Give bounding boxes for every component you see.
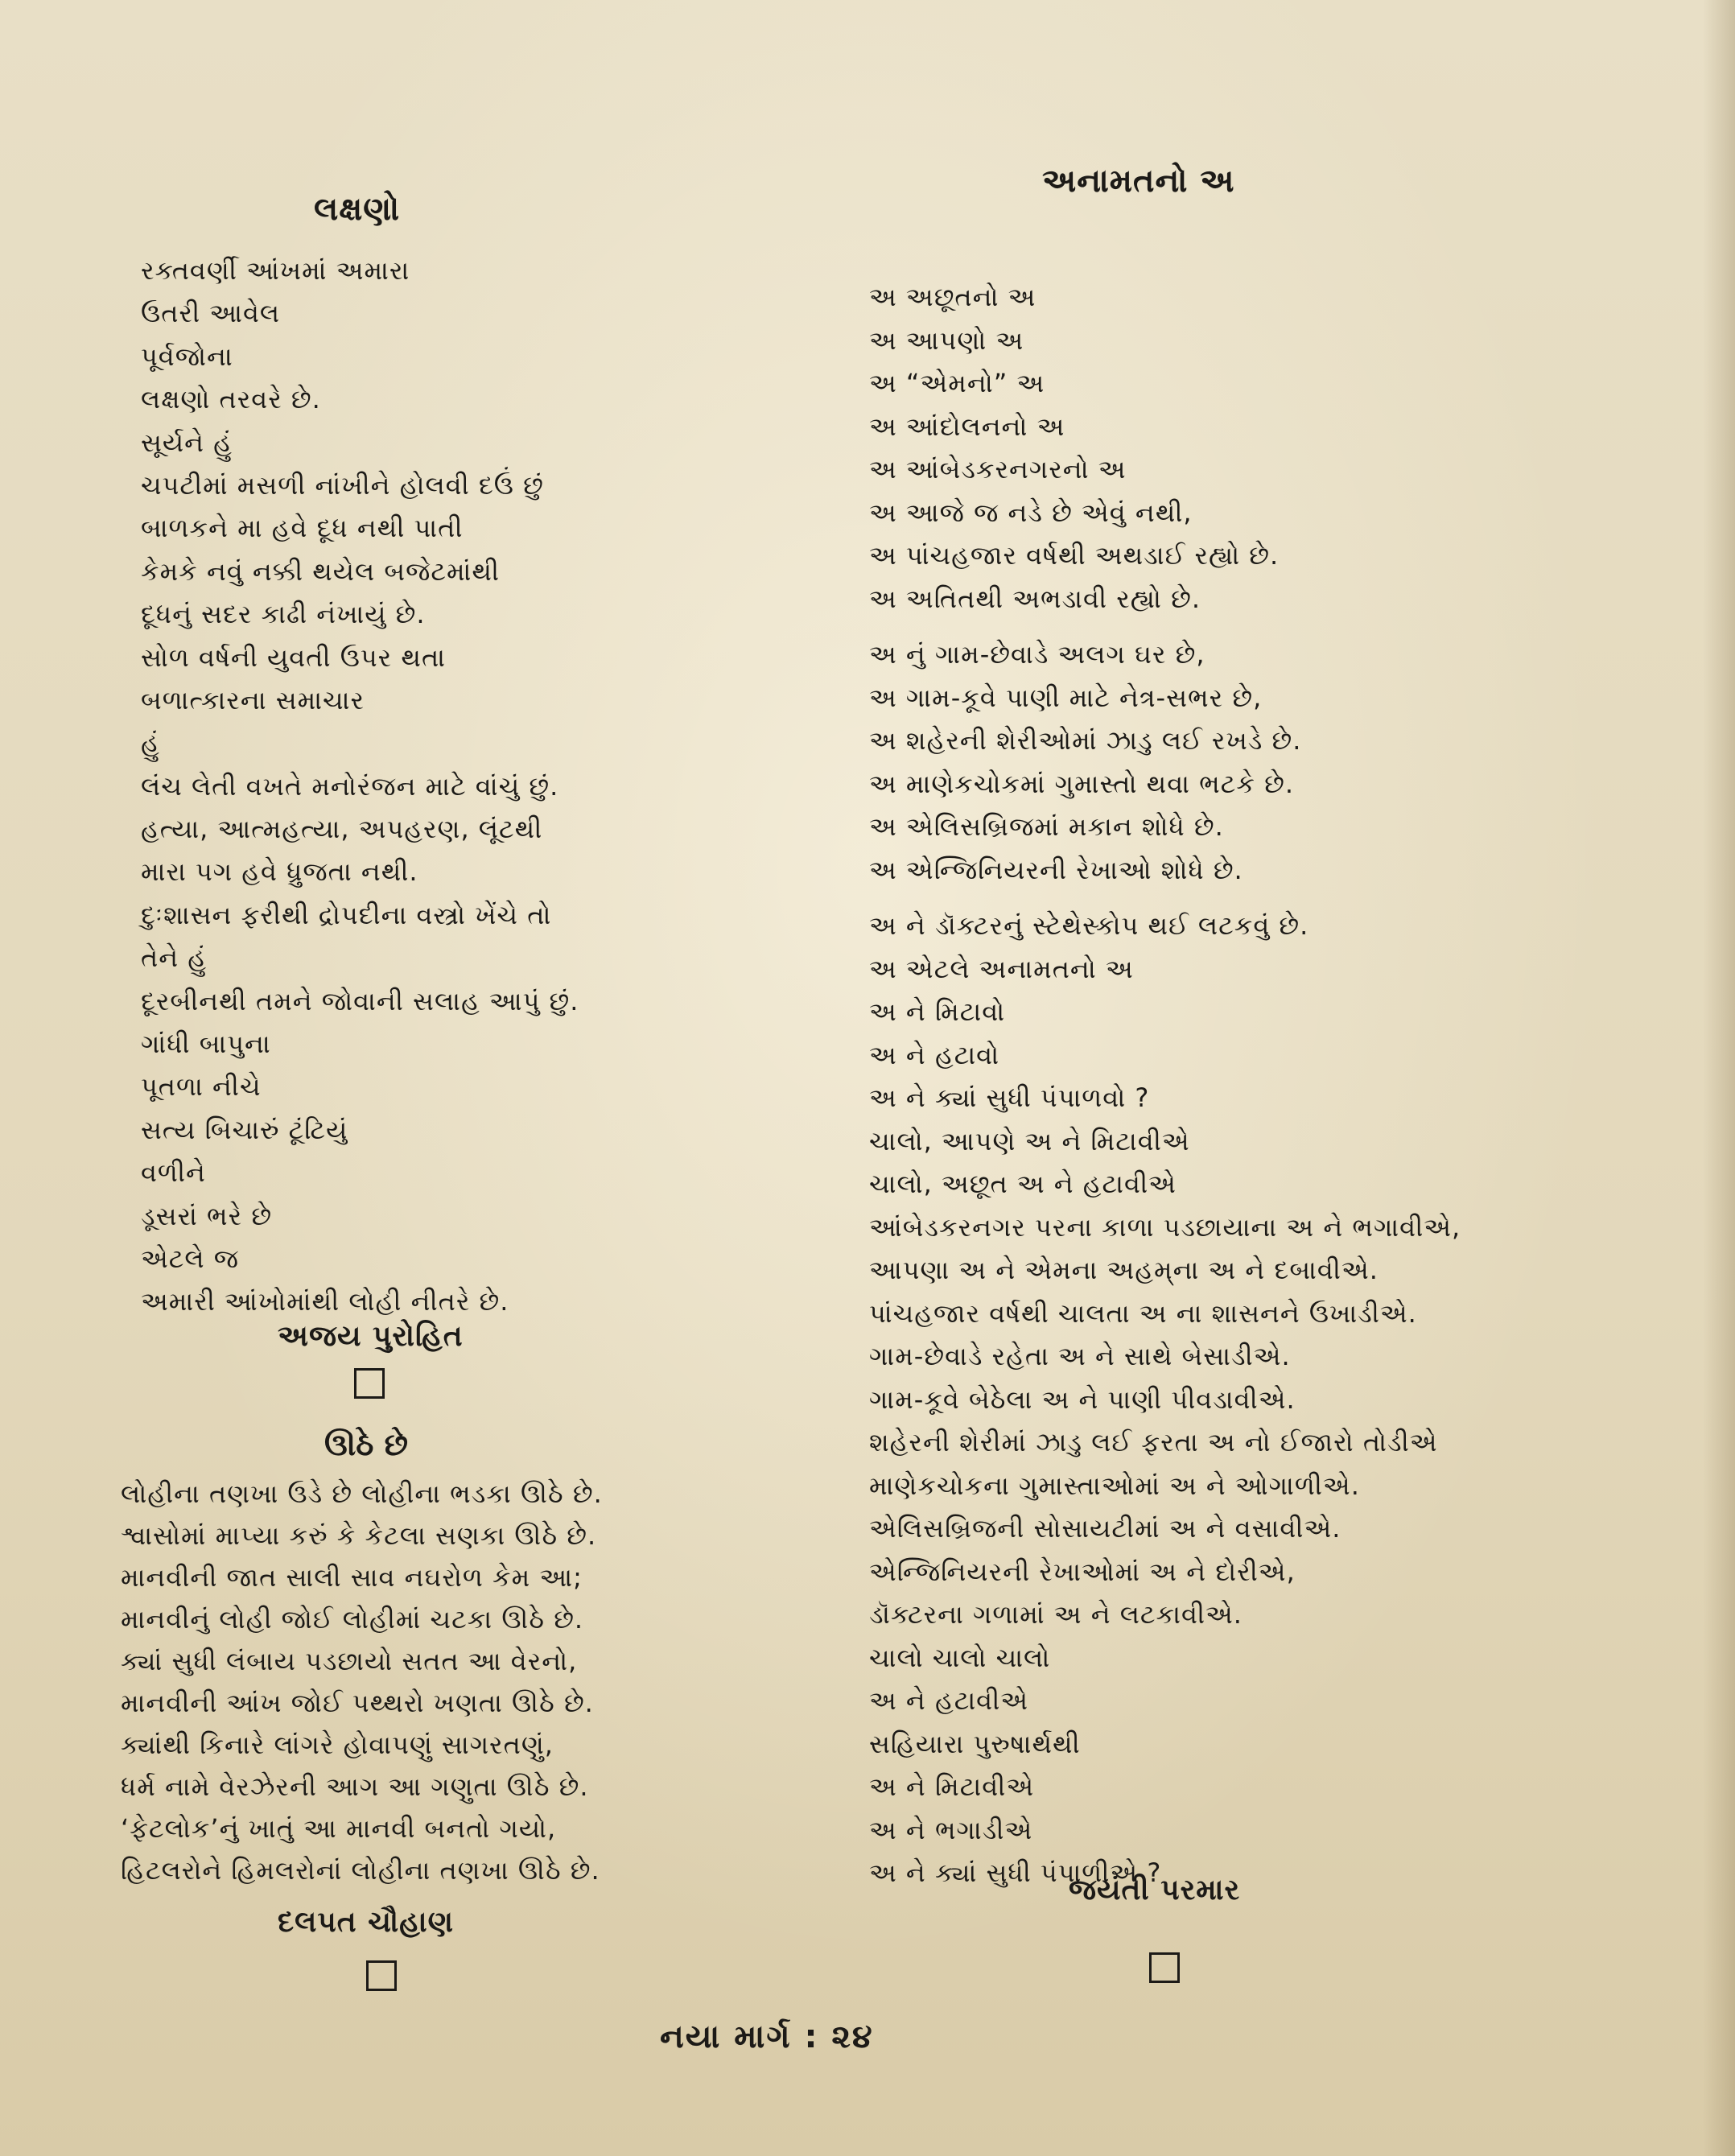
poem-line: વળીને	[141, 1157, 206, 1189]
poem-line: ચપટીમાં મસળી નાંખીને હોલવી દઉં છું	[141, 469, 544, 501]
poem-line: સોળ વર્ષની યુવતી ઉપર થતા	[141, 641, 447, 673]
poem-line: અ એન્જિનિયરની રેખાઓ શોધે છે.	[869, 854, 1243, 885]
poem-lakshano-lines	[141, 249, 579, 1324]
poem-line: એન્જિનિયરની રેખાઓમાં અ ને દોરીએ,	[869, 1556, 1296, 1587]
poem-line: ચાલો, અછૂત અ ને હટાવીએ	[869, 1169, 1177, 1199]
poem-line: દૂરબીનથી તમને જોવાની સલાહ આપું છું.	[141, 985, 579, 1016]
poem-line: દૂધનું સદર કાઢી નંખાયું છે.	[141, 599, 426, 630]
poem-line: ડૉક્ટરના ગળામાં અ ને લટકાવીએ.	[869, 1599, 1243, 1630]
poem-line: અ ને ક્યાં સુધી પંપાળવો ?	[869, 1082, 1150, 1113]
poem-line: અ ને મિટાવીએ	[869, 1771, 1035, 1802]
poem-title-lakshano: લક્ષણો	[314, 191, 401, 228]
poem-line: અ ને હટાવો	[869, 1039, 1000, 1070]
poem-line: અ પાંચહજાર વર્ષથી અથડાઈ રહ્યો છે.	[869, 540, 1280, 571]
poem-line: દુઃશાસન ફરીથી દ્રોપદીના વસ્ત્રો ખેંચે તો	[141, 899, 552, 930]
poem-line: અ અતિતથી અભડાવી રહ્યો છે.	[869, 583, 1201, 614]
poem-line: અ આજે જ નડે છે એવું નથી,	[869, 497, 1193, 528]
section-end-box	[354, 1368, 385, 1399]
poem-line: માનવીની જાત સાલી સાવ નઘરોળ કેમ આ;	[121, 1562, 583, 1593]
poem-line: એલિસબ્રિજની સોસાયટીમાં અ ને વસાવીએ.	[869, 1513, 1341, 1544]
poem-line: અ એલિસબ્રિજમાં મકાન શોધે છે.	[869, 811, 1224, 842]
poem-line: રક્તવર્ણી આંખમાં અમારા	[141, 255, 410, 286]
poem-line: ડૂસરાં ભરે છે	[141, 1200, 273, 1231]
section-end-box	[1149, 1952, 1180, 1983]
poem-line: અ નું ગામ-છેવાડે અલગ ઘર છે,	[869, 639, 1205, 670]
poem-line: માનવીનું લોહી જોઈ લોહીમાં ચટકા ઊઠે છે.	[121, 1604, 584, 1635]
poem-line: પૂતળા નીચે	[141, 1071, 262, 1103]
poem-title-anamat: અનામતનો અ	[1042, 163, 1235, 200]
poem-line: ગામ-છેવાડે રહેતા અ ને સાથે બેસાડીએ.	[869, 1341, 1291, 1371]
poem-line: સહિયારા પુરુષાર્થથી	[869, 1728, 1081, 1759]
poem-line: હિટલરોને હિમલરોનાં લોહીના તણખા ઊઠે છે.	[121, 1855, 600, 1886]
poem-line: ‘ફેટલોક’નું ખાતું આ માનવી બનતો ગયો,	[121, 1813, 557, 1844]
poem-line: અ શહેરની શેરીઓમાં ઝાડુ લઈ રખડે છે.	[869, 725, 1302, 756]
poem-anamat-lines	[869, 276, 1461, 1895]
poem-line: અ ને હટાવીએ	[869, 1685, 1029, 1716]
poem-line: ચાલો ચાલો ચાલો	[869, 1642, 1051, 1673]
page-edge-shadow	[1703, 0, 1735, 2156]
poem-line: ઉતરી આવેલ	[141, 298, 281, 329]
poem-line: બળાત્કારના સમાચાર	[141, 684, 365, 715]
poem-line: ધર્મ નામે વેરઝેરની આગ આ ગણુતા ઊઠે છે.	[121, 1771, 589, 1802]
poem-line: મારા પગ હવે ધ્રુજતા નથી.	[141, 856, 418, 888]
poem-line: સત્ય બિચારું ટૂંટિયું	[141, 1114, 348, 1145]
poem-lakshano-author: અજય પુરોહિત	[278, 1320, 464, 1353]
poem-line: ગામ-કૂવે બેઠેલા અ ને પાણી પીવડાવીએ.	[869, 1383, 1296, 1415]
poem-line: શહેરની શેરીમાં ઝાડુ લઈ ફરતા અ નો ઈજારો તોડીએ	[869, 1427, 1438, 1457]
poem-line: આંબેડકરનગર પરના કાળા પડછાયાના અ ને ભગાવીએ,	[869, 1211, 1461, 1243]
poem-title-uthe-chhe: ઊઠે છે	[324, 1427, 409, 1462]
poem-line: હત્યા, આત્મહત્યા, અપહરણ, લૂંટથી	[141, 814, 543, 845]
poem-line: અ “એમનો” અ	[869, 368, 1045, 398]
poem-line: અ એટલે અનામતનો અ	[869, 953, 1134, 984]
poem-line: કેમકે નવું નક્કી થયેલ બજેટમાંથી	[141, 555, 501, 587]
poem-line: પાંચહજાર વર્ષથી ચાલતા અ ના શાસનને ઉખાડીએ.	[869, 1297, 1417, 1329]
poem-line: અ અછૂતનો અ	[869, 282, 1036, 312]
poem-line: અમારી આંખોમાંથી લોહી નીતરે છે.	[141, 1286, 509, 1317]
poem-line: તેને હું	[141, 942, 207, 974]
poem-line: સૂર્યને હું	[141, 427, 233, 458]
poem-line: ચાલો, આપણે અ ને મિટાવીએ	[869, 1125, 1190, 1156]
section-end-box	[366, 1960, 397, 1991]
poem-line: પૂર્વજોના	[141, 340, 233, 372]
poem-uthe-chhe-author: દલપત ચૌહાણ	[278, 1906, 454, 1939]
poem-line: એટલે જ	[141, 1243, 240, 1274]
poem-line: અ માણેકચોકમાં ગુમાસ્તો થવા ભટકે છે.	[869, 768, 1295, 799]
poem-line: અ ને ડૉક્ટરનું સ્ટેથેસ્કોપ થઈ લટકવું છે.	[869, 910, 1309, 941]
poem-uthe-chhe-lines	[121, 1473, 668, 1891]
poem-line: અ ને ક્યાં સુધી પંપાળીએ ?	[869, 1857, 1162, 1888]
poem-line: લંચ લેતી વખતે મનોરંજન માટે વાંચું છું.	[141, 770, 559, 802]
poem-line: અ ગામ-કૂવે પાણી માટે નેત્ર-સભર છે,	[869, 682, 1263, 713]
poem-line: લોહીના તણખા ઉડે છે લોહીના ભડકા ઊઠે છે.	[121, 1478, 603, 1509]
poem-line: અ આંદોલનનો અ	[869, 410, 1065, 442]
poem-line: માણેકચોકના ગુમાસ્તાઓમાં અ ને ઓગાળીએ.	[869, 1470, 1360, 1501]
page-footer: નયા માર્ગ : ૨૪	[660, 2018, 874, 2055]
poem-anamat-author: જયંતી પરમાર	[1069, 1874, 1241, 1907]
poem-line: અ આપણો અ	[869, 324, 1024, 356]
poem-line: ક્યાંથી કિનારે લાંગરે હોવાપણું સાગરતણું,	[121, 1729, 554, 1760]
poem-line: માનવીની આંખ જોઈ પથ્થરો ખણતા ઊઠે છે.	[121, 1688, 594, 1718]
poem-line: હું	[141, 728, 160, 759]
poem-line: આપણા અ ને એમના અહમ્‌ના અ ને દબાવીએ.	[869, 1255, 1379, 1285]
poem-line: ગાંધી બાપુના	[141, 1029, 271, 1060]
poem-line: અ ને મિટાવો	[869, 996, 1006, 1027]
poem-line: ક્યાં સુધી લંબાય પડછાયો સતત આ વેરનો,	[121, 1646, 578, 1676]
poem-line: બાળકને મા હવે દૂધ નથી પાતી	[141, 513, 464, 544]
poem-line: અ આંબેડકરનગરનો અ	[869, 454, 1127, 484]
poem-line: શ્વાસોમાં માપ્યા કરું કે કેટલા સણકા ઊઠે છે.	[121, 1520, 597, 1551]
poem-line: અ ને ભગાડીએ	[869, 1814, 1033, 1845]
poem-line: લક્ષણો તરવરે છે.	[141, 384, 321, 415]
